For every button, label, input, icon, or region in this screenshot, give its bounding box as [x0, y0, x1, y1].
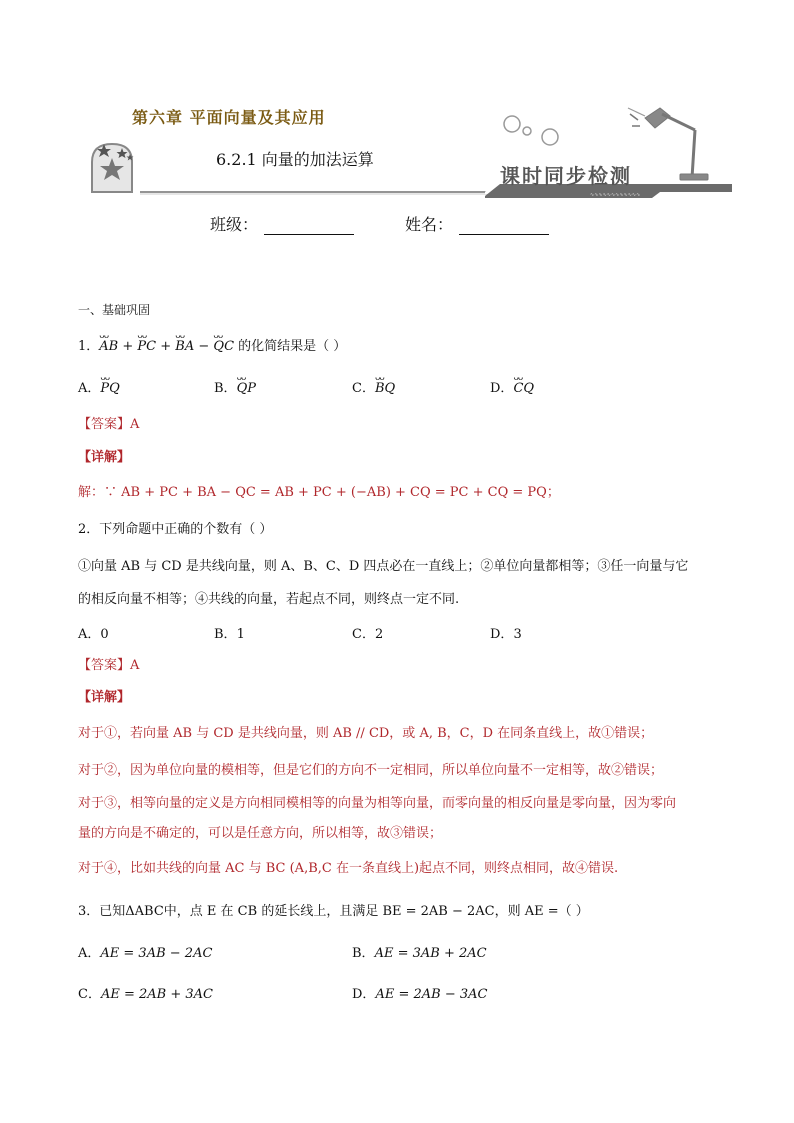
name-field[interactable]	[405, 212, 549, 235]
q2-detail-line-4: 量的方向是不确定的，可以是任意方向，所以相等，故③错误；	[78, 826, 443, 841]
bubble-icon	[504, 116, 520, 132]
class-label: 班级：	[210, 215, 259, 234]
banner-text: 课时同步检测	[500, 164, 632, 188]
q2-detail-label: 【详解】	[78, 690, 131, 705]
q1-detail-label: 【详解】	[78, 450, 131, 465]
q2-option-a[interactable]: A．0	[78, 627, 109, 642]
q2-answer: 【答案】A	[78, 658, 140, 673]
name-blank[interactable]	[459, 218, 549, 235]
chapter-title: 第六章 平面向量及其应用	[132, 108, 326, 127]
q3-option-a[interactable]: A．AE = 3AB − 2AC	[78, 946, 213, 961]
question-2-stem: 2．下列命题中正确的个数有（ ）	[78, 522, 273, 537]
q1-option-c[interactable]: C．ᴗᴗ BQ	[352, 377, 395, 396]
class-blank[interactable]	[264, 218, 354, 235]
star-badge-icon	[92, 144, 134, 192]
q3-option-b[interactable]: B．AE = 3AB + 2AC	[352, 946, 487, 961]
q1-solution-text: ∵ AB + PC + BA − QC = AB + PC + (−AB) + CQ = PC + CQ = PQ；	[104, 485, 560, 500]
q2-detail-line-2: 对于②，因为单位向量的模相等，但是它们的方向不一定相同，所以单位向量不一定相等，故②错误；	[78, 763, 664, 778]
section-title: 一、基础巩固	[78, 303, 151, 317]
q1-option-d[interactable]: D．ᴗᴗ CQ	[490, 377, 534, 396]
lesson-title: 6.2.1 向量的加法运算	[216, 150, 374, 169]
svg-text:∿∿∿∿∿∿∿∿∿∿∿∿: ∿∿∿∿∿∿∿∿∿∿∿∿	[590, 192, 641, 198]
q2-detail-line-1: 对于①，若向量 AB 与 CD 是共线向量，则 AB // CD，或 A, B，C，D 在同条直线上，故①错误；	[78, 726, 654, 741]
class-field[interactable]	[210, 212, 354, 235]
q3-option-d[interactable]: D．AE = 2AB − 3AC	[352, 987, 488, 1002]
question-3-stem: 3．已知ΔABC中，点 E 在 CB 的延长线上，且满足 BE = 2AB − 2AC，则 AE =（ ）	[78, 904, 589, 919]
question-2-body-line-1: ①向量 AB 与 CD 是共线向量，则 A、B、C、D 四点必在一直线上；②单位向量都相等；③任一向量与它	[78, 559, 689, 574]
question-2-body-line-2: 的相反向量不相等；④共线的向量，若起点不同，则终点一定不同.	[78, 592, 460, 607]
q2-option-c[interactable]: C．2	[352, 627, 384, 642]
name-label: 姓名：	[405, 215, 454, 234]
q2-option-b[interactable]: B．1	[214, 627, 245, 642]
q1-answer: 【答案】A	[78, 417, 140, 432]
q1-option-a[interactable]: A．ᴗᴗ PQ	[78, 377, 120, 396]
q1-option-b[interactable]: B．ᴗᴗ QP	[214, 377, 256, 396]
q2-detail-line-5: 对于④，比如共线的向量 AC 与 BC (A,B,C 在一条直线上)起点不同，则终点相同，故④错误.	[78, 861, 619, 876]
q3-option-c[interactable]: C．AE = 2AB + 3AC	[78, 987, 213, 1002]
q1-solution: 解：∵ AB + PC + BA − QC = AB + PC + (−AB) + CQ = PC + CQ = PQ；	[78, 485, 560, 500]
desk-lamp-icon	[630, 108, 708, 180]
q2-option-d[interactable]: D．3	[490, 627, 522, 642]
question-1-stem: 1．ᴗᴗ AB + ᴗᴗ PC + ᴗᴗ BA − ᴗᴗ QC 的化简结果是（ ）	[78, 335, 346, 354]
q2-detail-line-3: 对于③，相等向量的定义是方向相同模相等的向量为相等向量，而零向量的相反向量是零向量，因为零向	[78, 796, 677, 811]
